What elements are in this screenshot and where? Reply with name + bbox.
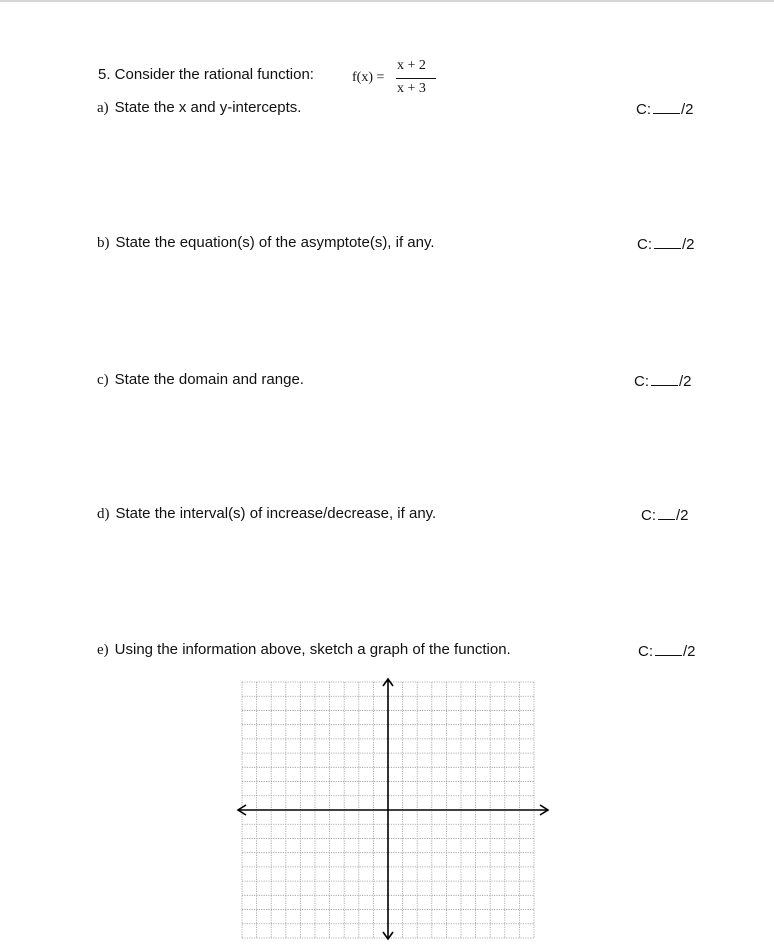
part-c-score-prefix: C: <box>634 373 649 390</box>
part-d-score-prefix: C: <box>641 507 656 524</box>
question-title: 5. Consider the rational function: <box>98 66 314 83</box>
part-a-prompt: State the x and y-intercepts. <box>114 99 302 116</box>
part-c-score-suffix: /2 <box>679 373 692 390</box>
part-c-prompt: State the domain and range. <box>114 371 304 388</box>
part-d-prompt: State the interval(s) of increase/decrease, if any. <box>115 505 437 522</box>
fraction-bar <box>396 78 436 79</box>
part-e <box>97 641 511 659</box>
axes <box>238 679 548 939</box>
part-a-score-suffix: /2 <box>681 101 694 118</box>
part-b-prompt: State the equation(s) of the asymptote(s), if any. <box>115 234 435 251</box>
part-e-letter: e) <box>97 642 109 658</box>
part-a <box>97 99 301 117</box>
function-numerator: x + 2 <box>397 58 426 73</box>
function-lhs: f(x) = <box>352 70 385 85</box>
part-e-score-suffix: /2 <box>683 643 696 660</box>
part-e-score <box>638 641 696 660</box>
part-a-score <box>636 99 694 118</box>
part-c-score <box>634 371 692 390</box>
part-c-score-blank[interactable] <box>651 371 678 386</box>
part-e-score-prefix: C: <box>638 643 653 660</box>
part-b-letter: b) <box>97 235 110 251</box>
part-a-score-prefix: C: <box>636 101 651 118</box>
part-b-score-prefix: C: <box>637 236 652 253</box>
part-b-score-suffix: /2 <box>682 236 695 253</box>
part-d-score-blank[interactable] <box>658 505 675 520</box>
graph-grid[interactable] <box>236 676 550 942</box>
part-c <box>97 371 304 389</box>
part-a-letter: a) <box>97 100 109 116</box>
top-rule <box>0 0 774 2</box>
part-b-score <box>637 234 695 253</box>
part-b-score-blank[interactable] <box>654 234 681 249</box>
part-d-score-suffix: /2 <box>676 507 689 524</box>
part-d <box>97 505 436 523</box>
part-d-score <box>641 505 689 524</box>
part-e-prompt: Using the information above, sketch a graph of the function. <box>114 641 511 658</box>
part-e-score-blank[interactable] <box>655 641 682 656</box>
part-b <box>97 234 435 252</box>
part-a-score-blank[interactable] <box>653 99 680 114</box>
graph-area[interactable] <box>236 676 550 942</box>
part-c-letter: c) <box>97 372 109 388</box>
part-d-letter: d) <box>97 506 110 522</box>
function-denominator: x + 3 <box>397 81 426 96</box>
